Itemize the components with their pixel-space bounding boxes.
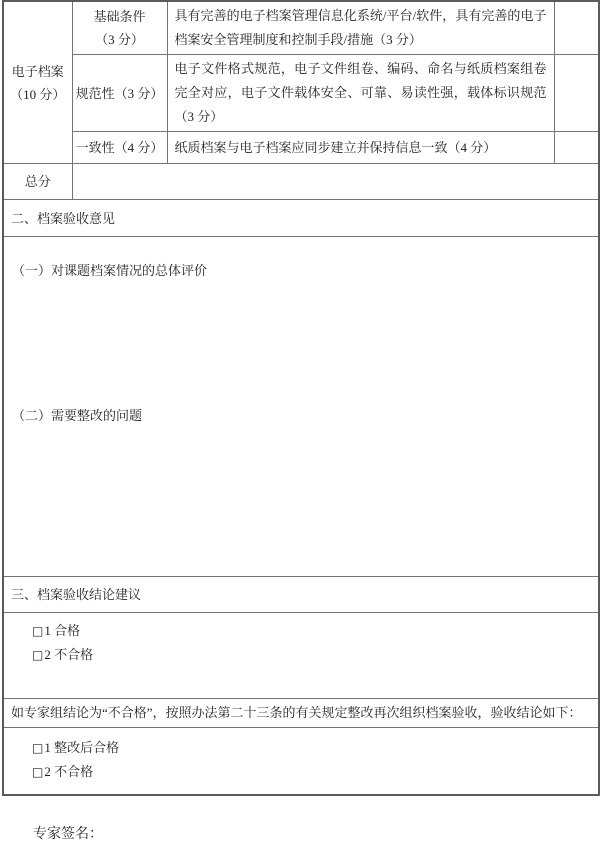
expert-signature-label: 专家签名： — [33, 827, 103, 842]
category-cell-electronic-archive — [3, 1, 72, 164]
conclusion-options-row — [3, 613, 599, 699]
checkbox-label: 1 合格 — [44, 623, 81, 638]
criterion-name: 基础条件 — [93, 9, 146, 24]
score-input-cell[interactable] — [554, 1, 599, 55]
total-score-row — [3, 164, 599, 200]
conclusion-section-title: 三、档案验收结论建议 — [3, 577, 599, 613]
criterion-basic-conditions — [72, 1, 167, 55]
table-row — [3, 132, 599, 164]
checkbox-icon[interactable]: □ — [32, 648, 44, 662]
conclusion-option-fail[interactable] — [4, 643, 598, 667]
recheck-note: 如专家组结论为“不合格”，按照办法第二十三条的有关规定整改再次组织档案验收，验收结论如下： — [3, 699, 599, 728]
criterion-consistency — [72, 132, 167, 164]
checkbox-icon[interactable]: □ — [32, 741, 44, 755]
overall-evaluation-label: （一）对课题档案情况的总体评价 — [12, 263, 208, 278]
opinion-title-row — [3, 200, 599, 237]
conclusion-option-pass[interactable] — [4, 619, 598, 643]
issues-label: （二）需要整改的问题 — [12, 408, 143, 423]
opinion-body-row — [3, 237, 599, 577]
opinion-input-area[interactable] — [3, 237, 599, 577]
criterion-standardization — [72, 55, 167, 132]
recheck-option-fail[interactable] — [4, 760, 598, 784]
recheck-options-row — [3, 728, 599, 796]
recheck-note-row — [3, 699, 599, 728]
conclusion-options-cell — [3, 613, 599, 699]
checkbox-label: 1 整改后合格 — [44, 740, 120, 755]
total-score-label: 总分 — [3, 164, 72, 200]
table-row — [3, 1, 599, 55]
recheck-options-cell — [3, 728, 599, 796]
score-input-cell[interactable] — [554, 55, 599, 132]
table-row — [3, 55, 599, 132]
criterion-description: 具有完善的电子档案管理信息化系统/平台/软件，具有完善的电子档案安全管理制度和控制手段/措施（3 分） — [167, 1, 554, 55]
checkbox-icon[interactable]: □ — [32, 624, 44, 638]
total-score-input-cell[interactable] — [72, 164, 599, 200]
score-input-cell[interactable] — [554, 132, 599, 164]
recheck-option-pass-after-rectification[interactable] — [4, 736, 598, 760]
criterion-description: 电子文件格式规范，电子文件组卷、编码、命名与纸质档案组卷完全对应，电子文件载体安全、可靠、易读性强，载体标识规范（3 分） — [167, 55, 554, 132]
checkbox-label: 2 不合格 — [44, 647, 94, 662]
checkbox-icon[interactable]: □ — [32, 765, 44, 779]
category-name: 电子档案 — [11, 63, 64, 79]
category-points: （10 分） — [10, 86, 66, 102]
opinion-section-title: 二、档案验收意见 — [3, 200, 599, 237]
criterion-name: 一致性（4 分） — [75, 140, 164, 155]
conclusion-title-row — [3, 577, 599, 613]
criterion-points: （3 分） — [95, 32, 144, 47]
criterion-description: 纸质档案与电子档案应同步建立并保持信息一致（4 分） — [167, 132, 554, 164]
checkbox-label: 2 不合格 — [44, 764, 94, 779]
acceptance-table — [2, 0, 600, 796]
criterion-name: 规范性（3 分） — [75, 85, 164, 101]
